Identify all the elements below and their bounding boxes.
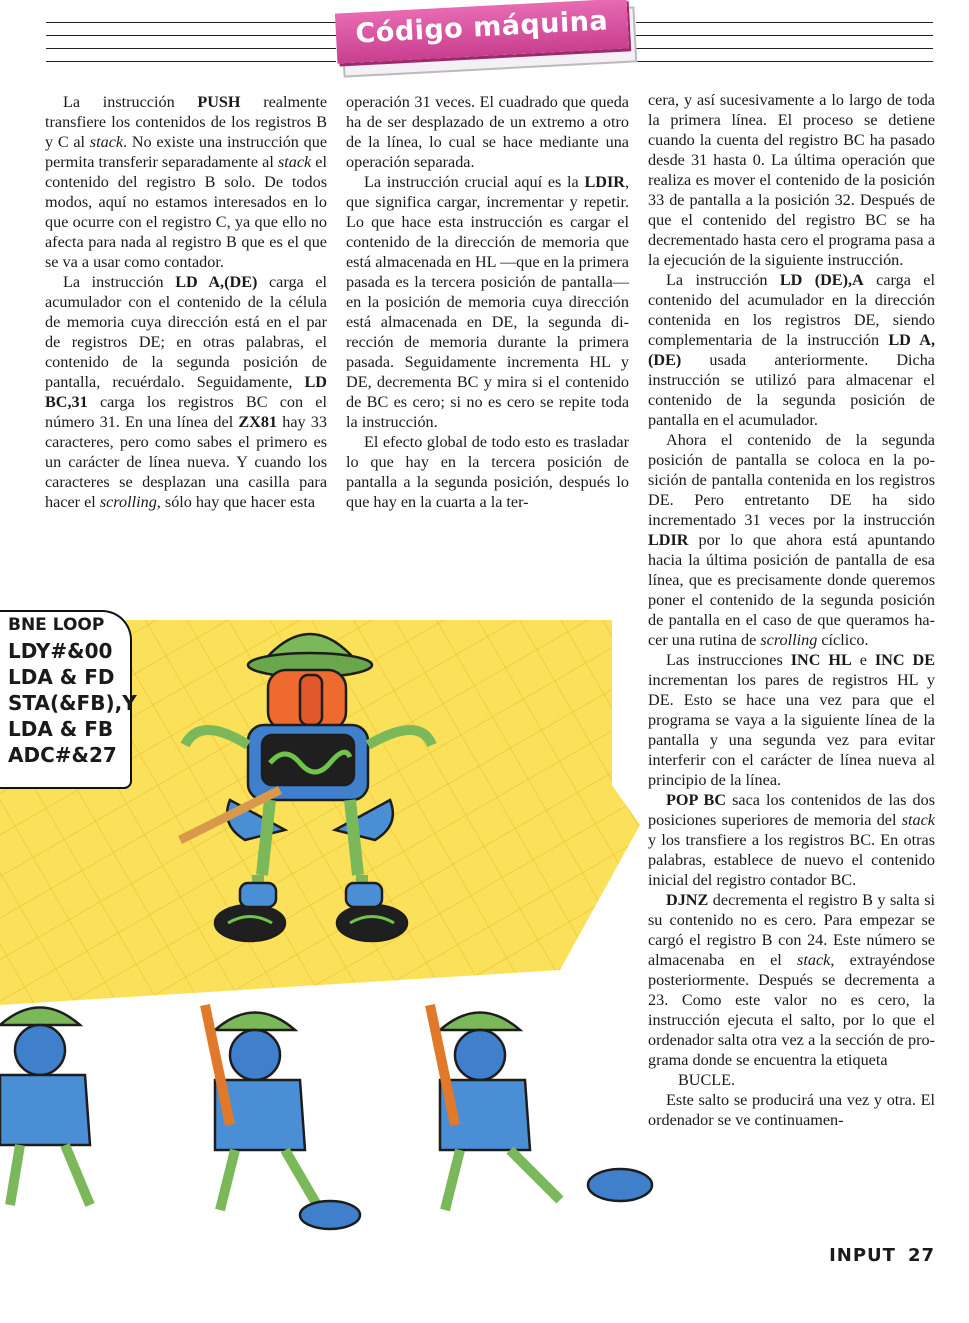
text-run: La instrucción [63,93,198,111]
text-run: POP BC [666,791,727,809]
text-run: LD BC,31 [45,373,327,411]
soldier-figures [0,1005,652,1229]
text-run: hay 33 caracteres, pero como sabes el primero es un carácter de línea nueva. Y cuando los caracteres se desplazan una casilla para hacer el [45,413,327,511]
text-run: INC DE [874,651,935,669]
text-run: e [851,651,875,669]
section-title: Código máquina [354,5,609,50]
text-run: stack [797,951,831,969]
text-run: LD (DE),A [779,271,864,289]
text-run: carga el acumulador con el contenido de la célula de memoria cuya dirección está en el par de registros DE; en otras palabras, el contenido de la segunda posición de pantalla, recuérdalo. Seguidamente, [45,273,328,391]
text-run: realmente transfiere los contenidos de los registros B y C al [45,93,328,151]
header-rule [636,48,933,49]
paragraph [648,650,935,790]
text-run: por lo que ahora está apuntando hacia la última posición de pantalla de esa línea, que es precisamente donde queremos poner el contenido de la segunda posición de pantalla en el caso de que queramos hacer una rutina de [648,531,935,649]
text-run: y los transfiere a los registros BC. En otras palabras, establece de nuevo el contenido inicial del registro contador BC. [648,831,935,889]
header-rule [46,22,336,23]
paragraph [648,270,935,430]
code-line: ADC#&27 [8,743,117,767]
text-run: . No existe una instrucción que permita transferir separadamente al [45,133,328,171]
handwritten-code-note [0,610,137,789]
page-number: 27 [907,1245,935,1266]
text-run: ZX81 [238,413,278,431]
text-run: LD A, (DE) [648,331,935,369]
text-run: carga el contenido del acumulador en la dirección contenida en los registros DE, siendo complementaria de la instrucción [648,271,935,349]
paragraph [346,432,629,512]
magazine-name: INPUT [829,1245,896,1266]
paragraph [648,1070,935,1090]
text-run: BUCLE. [678,1071,736,1089]
text-run: PUSH [197,93,241,111]
paragraph [45,92,327,272]
paragraph [648,90,935,270]
text-run: decrementa el registro B y salta si su contenido no es cero. Para empezar se cargó el registro B con 24. Este número se almacenaba en el [648,891,935,969]
paragraph [648,1090,935,1130]
text-run: LD A,(DE) [175,273,258,291]
text-run: Ahora el contenido de la segunda posición de pantalla se coloca en la posición de pantalla contenida en los registros DE. Pero entretanto DE ha sido incrementado 31 veces por la instrucción [648,431,935,529]
paragraph [648,890,935,1070]
text-run: carga los registros BC con el número 31. En una línea del [45,393,327,431]
text-run: scrolling [760,631,818,649]
text-run: usada anteriormente. Dicha instrucción se utilizó para almacenar el contenido de la segunda posición de pantalla en el acumulador. [648,351,935,429]
paragraph [45,272,327,512]
text-run: stack [277,153,312,171]
header-rule [46,48,336,49]
text-run: el contenido del registro B solo. De todos modos, aquí no estamos interesados en lo que ocurre con el registro C, ya que ello no afecta para nada al registro B que es el que se va a usar como contador. [45,153,327,271]
code-line: STA(&FB),Y [8,691,137,715]
text-run: La instrucción [666,271,780,289]
text-run: operación 31 veces. El cuadrado que queda ha de ser desplazado de un extremo a otro de la línea, lo cual se hace mediante una operación separada. [346,93,629,171]
text-run: incrementan los pares de registros HL y DE. Esto se hace una vez para que el programa se vaya a la siguiente línea de la pantalla y una segunda vez para evitar interferir con el carácter de línea nueva al principio de la línea. [648,671,935,789]
text-run: , sólo hay que hacer esta [156,493,316,511]
text-run: LDIR [648,531,689,549]
text-column-2 [346,92,629,512]
text-run: Este salto se producirá una vez y otra. El ordenador se ve continuamen- [648,1091,935,1129]
text-run: INC HL [790,651,852,669]
text-run: La instrucción crucial aquí es la [364,173,585,191]
code-line: LDA & FB [8,717,114,741]
text-run: El efecto global de todo esto es trasladar lo que hay en la tercera posición de pantalla a la segunda posición, después lo que hay en la cuarta a la ter- [346,433,629,511]
paragraph [648,430,935,650]
text-run: stack [901,811,935,829]
text-run: Las instrucciones [666,651,791,669]
header-rule [636,35,933,36]
text-column-1 [45,92,327,512]
text-run: La instrucción [63,273,176,291]
text-column-3 [648,90,935,1130]
code-line: LDA & FD [8,665,115,689]
header-rule [636,22,933,23]
code-line: LDY#&00 [8,639,113,663]
text-run: LDIR [584,173,625,191]
section-banner [336,4,636,68]
text-run: stack [89,133,124,151]
text-run: scrolling [99,493,157,511]
text-run: , que significa cargar, incrementar y repetir. Lo que hace esta instrucción es cargar el contenido de la dirección de memoria que está almacenada en HL —que en la primera pasada es la tercera posición de pantalla— en la posición de memoria cuya dirección está almacenada en DE, la segunda dirección de memoria durante la primera pasada. Seguidamente incrementa HL y DE, decrementa BC y mira si el contenido de BC es cero; si no es cero se repite toda la instrucción. [346,173,629,431]
code-line: BNE LOOP [8,615,105,635]
header-rule [46,61,336,62]
text-run: DJNZ [666,891,709,909]
text-run: saca los contenidos de las dos posiciones superiores de memoria del [648,791,936,829]
header-rule [46,35,336,36]
text-run: cera, y así sucesivamente a lo largo de toda la primera línea. El proceso se detiene cuando la cuenta del registro BC ha pasado desde 31 hasta 0. La última operación que realiza es mover el contenido de la posición 33 de pantalla a la posición 32. Después de que el contenido del registro BC se ha decrementado hasta cero el programa pasa a la ejecución de la siguiente instrucción. [648,91,935,269]
paragraph [346,172,629,432]
paragraph [648,790,935,890]
text-run: , extrayéndose posteriormente. Después se decrementa a 23. Como este valor no es cero, la instrucción ejecuta el salto, por lo que el ordenador salta otra vez a la sección de programa donde se encuentra la etiqueta [648,951,935,1069]
text-run: cíclico. [817,631,869,649]
header-rule [636,61,933,62]
page-footer [829,1245,935,1266]
paragraph [346,92,629,172]
